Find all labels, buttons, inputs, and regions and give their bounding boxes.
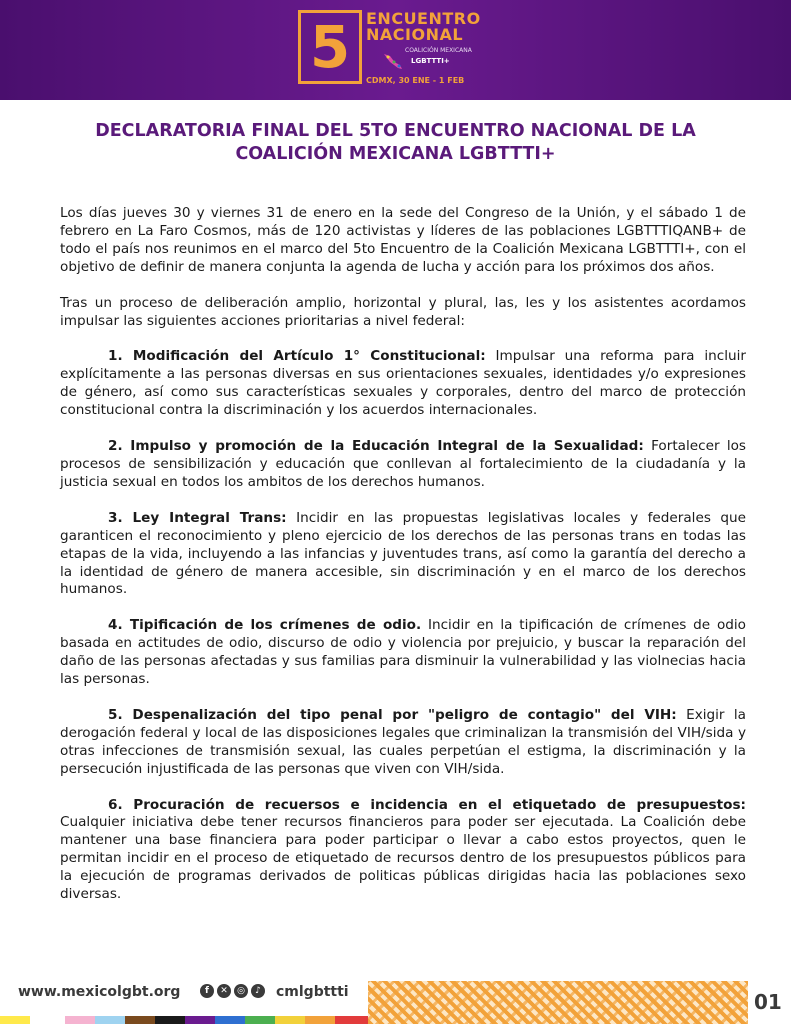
action-item-text: Incidir en las propuestas legislativas locales y federales que garanticen el reconocimiento y pleno ejercicio de los derechos de las personas trans en todas las etapas de la vida, incluyendo a las infancias y juventudes trans, así como la garantía del derecho a la identidad de género de manera accesible, sin discriminación y en el marco de los derechos humanos. [60,509,746,598]
footer-handle[interactable]: cmlgbttti [276,984,349,1000]
header-banner [0,0,791,100]
action-item-text: Fortalecer los procesos de sensibilización y educación que conllevan al fortalecimiento de la ciudadanía y la justicia sexual en todos los ambitos de los derechos humanos. [60,438,746,490]
action-item-3 [60,510,746,600]
action-item-text: Incidir en la tipificación de crímenes de odio basada en actitudes de odio, discurso de odio y violencia por prejuicio, y buscar la reparación del daño de las personas afectadas y sus familias para disminuir la vulnerabilidad y las violnecias hacia las personas. [60,617,746,688]
logo-date: CDMX, 30 ENE - 1 FEB [366,76,465,85]
logo-line1: ENCUENTRO [366,9,481,28]
action-item-heading: 5. Despenalización del tipo penal por "peligro de contagio" del VIH: [108,706,677,723]
x-icon[interactable]: ✕ [217,984,231,998]
stripe-segment [95,1016,125,1024]
stripe-segment [155,1016,185,1024]
facebook-icon[interactable]: f [200,984,214,998]
action-item-text: Cualquier iniciativa debe tener recursos financieros para poder ser ejecutada. La Coalición debe mantener una base financiera para poder participar o llevar a cabo estos proyectos, quen le permitan incidir en el proceso de etiquetado de recursos dentro de los presupuestos públicos para la ejecución de programas derivados de politicas públicas dirigidas hacia las poblaciones sexo diversas. [60,814,746,903]
decorative-pattern [368,981,748,1024]
action-item-heading: 4. Tipificación de los crímenes de odio. [108,617,422,634]
stripe-segment [30,1016,65,1024]
stripe-segment [185,1016,215,1024]
logo-number: 5 [298,10,362,84]
action-item-heading: 1. Modificación del Artículo 1° Constitucional: [108,348,486,365]
action-item-heading: 6. Procuración de recuersos e incidencia en el etiquetado de presupuestos: [108,796,746,813]
action-item-4 [60,617,746,689]
document-body [60,205,746,922]
logo-line2: NACIONAL [366,25,464,44]
tiktok-icon[interactable]: ♪ [251,984,265,998]
social-icons [200,984,265,998]
action-item-1 [60,348,746,420]
stripe-segment [65,1016,95,1024]
action-item-heading: 3. Ley Integral Trans: [108,509,287,526]
action-item-heading: 2. Impulso y promoción de la Educación Integral de la Sexualidad: [108,438,644,455]
footer-website[interactable]: www.mexicolgbt.org [18,984,181,1000]
intro-paragraph: Los días jueves 30 y viernes 31 de enero en la sede del Congreso de la Unión, y el sábado 1 de febrero en La Faro Cosmos, más de 120 activistas y líderes de las poblaciones LGBTTTIQANB+ de todo el país nos reunimos en el marco del 5to Encuentro de la Coalición Mexicana LGBTTTI+, con el objetivo de definir de manera conjunta la agenda de lucha y acción para los próximos dos años. [60,205,746,275]
action-item-5 [60,707,746,779]
stripe-segment [275,1016,305,1024]
page-number: 01 [754,990,782,1014]
action-item-text: Exigir la derogación federal y local de las disposiciones legales que criminalizan la transmisión del VIH/sida y otras infecciones de transmisión sexual, las cuales perpetúan el estigma, la discriminación y la persecución injustificada de las personas que viven con VIH/sida. [60,706,746,777]
instagram-icon[interactable]: ◎ [234,984,248,998]
action-item-6 [60,797,746,904]
event-logo [298,10,482,90]
mexico-map-icon [382,50,404,72]
stripe-segment [305,1016,335,1024]
logo-org2: LGBTTTI+ [411,57,450,65]
logo-org: COALICIÓN MEXICANA [405,47,472,54]
stripe-segment [125,1016,155,1024]
intro-paragraph-2: Tras un proceso de deliberación amplio, horizontal y plural, las, les y los asistentes acordamos impulsar las siguientes acciones prioritarias a nivel federal: [60,294,746,329]
action-item-text: Impulsar una reforma para incluir explícitamente a las personas diversas en sus orientaciones sexuales, identidades y/o expresiones de género, así como sus características sexuales y corporales, dentro del marco de protección constitucional contra la discriminación y los acuerdos internacionales. [60,348,746,419]
stripe-segment [215,1016,245,1024]
document-title: DECLARATORIA FINAL DEL 5TO ENCUENTRO NACIONAL DE LA COALICIÓN MEXICANA LGBTTTI+ [95,121,696,164]
stripe-segment [335,1016,368,1024]
stripe-segment [245,1016,275,1024]
action-item-2 [60,438,746,492]
stripe-segment [0,1016,30,1024]
